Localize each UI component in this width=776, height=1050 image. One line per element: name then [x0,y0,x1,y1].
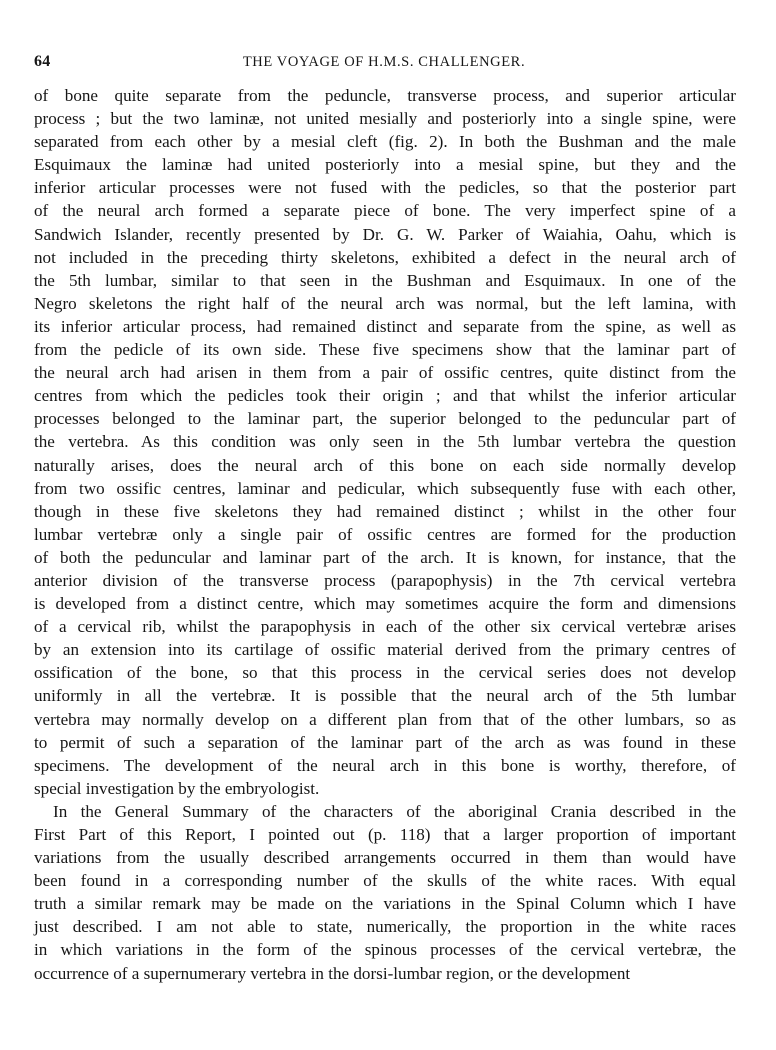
text-line: of the neural arch formed a separate piece of bone. The very imperfect spine of a [34,201,736,221]
text-line: its inferior articular process, had remained distinct and separate from the spine, as well as [34,316,736,336]
text-line: not included in the preceding thirty skeletons, exhibited a defect in the neural arch of [34,247,736,267]
text-line: First Part of this Report, I pointed out (p. 118) that a larger proportion of important [34,825,736,844]
page-header [34,53,734,77]
text-line: of bone quite separate from the peduncle, transverse process, and superior articular [34,86,736,105]
page-body [34,84,736,985]
text-line: naturally arises, does the neural arch of this bone on each side normally develop [34,455,736,475]
text-line: been found in a corresponding number of the skulls of the white races. With equal [34,871,736,891]
text-line: process ; but the two laminæ, not united mesially and posteriorly into a single spine, were [34,109,736,129]
paragraph-2 [34,800,736,985]
running-title: THE VOYAGE OF H.M.S. CHALLENGER. [242,54,526,70]
text-line: variations from the usually described arrangements occurred in them than would have [34,848,736,868]
page-number: 64 [34,53,51,70]
text-line: Negro skeletons the right half of the neural arch was normal, but the left lamina, with [34,293,736,313]
text-line: inferior articular processes were not fused with the pedicles, so that the posterior part [34,178,736,198]
text-line: is developed from a distinct centre, which may sometimes acquire the form and dimensions [34,594,736,614]
text-line: though in these five skeletons they had remained distinct ; whilst in the other four [34,501,736,521]
text-line: just described. I am not able to state, numerically, the proportion in the white races [34,917,736,937]
text-line: of both the peduncular and laminar part of the arch. It is known, for instance, that the [34,547,736,567]
text-line: occurrence of a supernumerary vertebra in the dorsi-lumbar region, or the development [34,963,631,983]
text-line: the neural arch had arisen in them from a pair of ossific centres, quite distinct from the [34,363,736,383]
text-line: in which variations in the form of the spinous processes of the cervical vertebræ, the [34,940,736,960]
paragraph-1 [34,84,736,800]
text-line: the vertebra. As this condition was only seen in the 5th lumbar vertebra the question [34,432,736,452]
text-line: from two ossific centres, laminar and pedicular, which subsequently fuse with each other, [34,478,736,498]
text-line: ossification of the bone, so that this process in the cervical series does not develop [34,663,736,683]
text-line: specimens. The development of the neural arch in this bone is worthy, therefore, of [34,755,736,775]
text-line: of a cervical rib, whilst the parapophysis in each of the other six cervical vertebræ arises [34,617,736,637]
text-line: special investigation by the embryologist. [34,778,320,798]
text-line: from the pedicle of its own side. These five specimens show that the laminar part of [34,340,736,360]
text-line: the 5th lumbar, similar to that seen in the Bushman and Esquimaux. In one of the [34,270,736,290]
text-line: Esquimaux the laminæ had united posteriorly into a mesial spine, but they and the [34,155,736,175]
text-line: separated from each other by a mesial cleft (fig. 2). In both the Bushman and the male [34,132,736,152]
text-line: to permit of such a separation of the laminar part of the arch as was found in these [34,732,736,752]
text-line: Sandwich Islander, recently presented by Dr. G. W. Parker of Waiahia, Oahu, which is [34,224,736,244]
text-line: lumbar vertebræ only a single pair of ossific centres are formed for the production [34,524,736,544]
text-line: vertebra may normally develop on a different plan from that of the other lumbars, so as [34,709,736,729]
text-line: In the General Summary of the characters of the aboriginal Crania described in the [53,801,736,821]
text-line: truth a similar remark may be made on the variations in the Spinal Column which I have [34,894,736,914]
text-line: anterior division of the transverse process (parapophysis) in the 7th cervical vertebra [34,570,736,590]
text-line: processes belonged to the laminar part, the superior belonged to the peduncular part of [34,409,736,429]
text-line: uniformly in all the vertebræ. It is possible that the neural arch of the 5th lumbar [34,686,736,706]
text-line: centres from which the pedicles took their origin ; and that whilst the inferior articular [34,386,736,406]
text-line: by an extension into its cartilage of ossific material derived from the primary centres of [34,640,736,660]
